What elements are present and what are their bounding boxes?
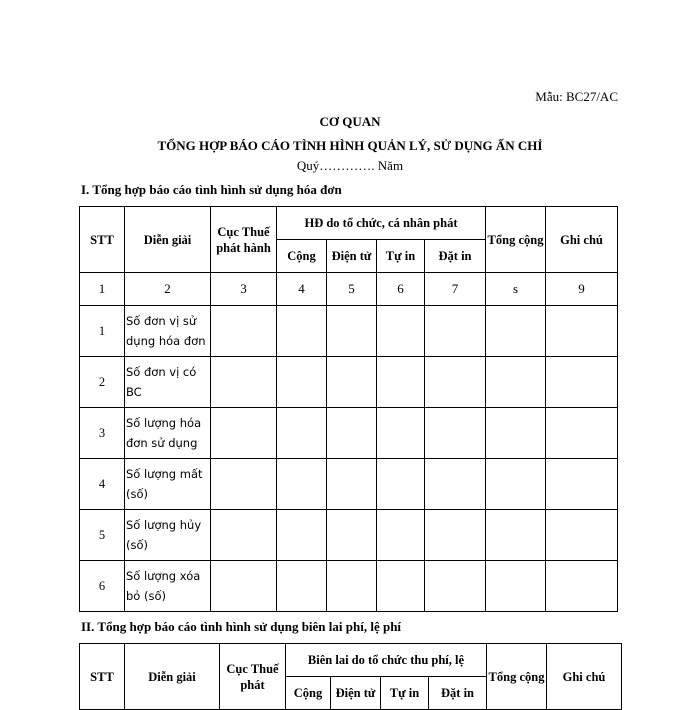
row-label: Số đơn vị có BC [125,357,211,408]
table-cell[interactable] [327,459,377,510]
table-cell[interactable] [546,357,618,408]
row-label: Số lượng hóa đơn sử dụng [125,408,211,459]
header-dat-in: Đặt in [429,677,487,710]
column-number: 4 [277,273,327,306]
table-cell[interactable] [546,408,618,459]
header-dien-tu: Điện tử [327,240,377,273]
table-cell[interactable] [486,306,546,357]
table-cell[interactable] [327,408,377,459]
table-row [80,357,618,408]
table-cell[interactable] [486,510,546,561]
document-title: TỔNG HỢP BÁO CÁO TÌNH HÌNH QUẢN LÝ, SỬ DỤNG ẤN CHỈ [157,138,543,153]
header-tu-in: Tự in [381,677,429,710]
header-tu-in: Tự in [377,240,425,273]
column-number: 9 [546,273,618,306]
invoice-usage-table [79,206,618,612]
table-cell[interactable] [486,357,546,408]
table-cell[interactable] [277,357,327,408]
table-row [80,408,618,459]
table-cell[interactable] [546,306,618,357]
header-cuc-thue: Cục Thuế phát [220,644,286,710]
table-cell[interactable] [377,459,425,510]
table-cell[interactable] [486,561,546,612]
table-cell[interactable] [486,408,546,459]
table-cell[interactable] [425,459,486,510]
table-cell[interactable] [377,561,425,612]
table-cell[interactable] [277,408,327,459]
table-cell[interactable] [211,510,277,561]
table-cell[interactable] [425,561,486,612]
table-row [80,510,618,561]
column-number: 5 [327,273,377,306]
header-cuc-thue: Cục Thuế phát hành [211,207,277,273]
row-stt: 1 [80,306,125,357]
table-cell[interactable] [486,459,546,510]
table-cell[interactable] [377,510,425,561]
table-row [80,306,618,357]
table-cell[interactable] [425,306,486,357]
form-code: Mẫu: BC27/AC [535,89,618,104]
row-label: Số đơn vị sử dụng hóa đơn [125,306,211,357]
section2-heading: II. Tổng hợp báo cáo tình hình sử dụng biên lai phí, lệ phí [81,619,402,634]
header-dien-giai: Diễn giải [125,644,220,710]
header-cong: Cộng [286,677,331,710]
table-cell[interactable] [327,306,377,357]
table-cell[interactable] [425,357,486,408]
column-number: 1 [80,273,125,306]
row-label: Số lượng hủy (số) [125,510,211,561]
header-dat-in: Đặt in [425,240,486,273]
table-cell[interactable] [327,510,377,561]
table-cell[interactable] [277,306,327,357]
table-cell[interactable] [327,357,377,408]
table-cell[interactable] [377,357,425,408]
table-cell[interactable] [277,561,327,612]
table-cell[interactable] [211,408,277,459]
table-cell[interactable] [546,510,618,561]
header-ghi-chu: Ghi chú [546,207,618,273]
table-cell[interactable] [425,510,486,561]
table-cell[interactable] [277,459,327,510]
row-stt: 4 [80,459,125,510]
column-number: 2 [125,273,211,306]
table-cell[interactable] [546,459,618,510]
header-dien-giai: Diễn giải [125,207,211,273]
header-org-issued-group: HĐ do tổ chức, cá nhân phát [277,207,486,240]
table-row [80,561,618,612]
table-cell[interactable] [211,306,277,357]
header-dien-tu: Điện tử [331,677,381,710]
table-cell[interactable] [211,357,277,408]
header-cong: Cộng [277,240,327,273]
header-ghi-chu: Ghi chú [547,644,622,710]
row-stt: 5 [80,510,125,561]
table-cell[interactable] [277,510,327,561]
header-stt: STT [80,644,125,710]
row-label: Số lượng xóa bỏ (số) [125,561,211,612]
table-cell[interactable] [377,408,425,459]
header-tong-cong: Tổng cộng [487,644,547,710]
row-stt: 6 [80,561,125,612]
column-number: s [486,273,546,306]
row-label: Số lượng mất (số) [125,459,211,510]
column-number: 3 [211,273,277,306]
row-stt: 3 [80,408,125,459]
column-number: 7 [425,273,486,306]
table-cell[interactable] [327,561,377,612]
row-stt: 2 [80,357,125,408]
agency-name: CƠ QUAN [319,114,381,129]
reporting-period: Quý…………. Năm [296,158,404,173]
column-number: 6 [377,273,425,306]
table-cell[interactable] [211,561,277,612]
table-cell[interactable] [425,408,486,459]
header-org-issued-group: Biên lai do tổ chức thu phí, lệ [286,644,487,677]
table-cell[interactable] [211,459,277,510]
header-stt: STT [80,207,125,273]
table-row [80,459,618,510]
section1-heading: I. Tổng hợp báo cáo tình hình sử dụng hóa đơn [81,182,342,197]
table-cell[interactable] [377,306,425,357]
header-tong-cong: Tổng cộng [486,207,546,273]
table-cell[interactable] [546,561,618,612]
